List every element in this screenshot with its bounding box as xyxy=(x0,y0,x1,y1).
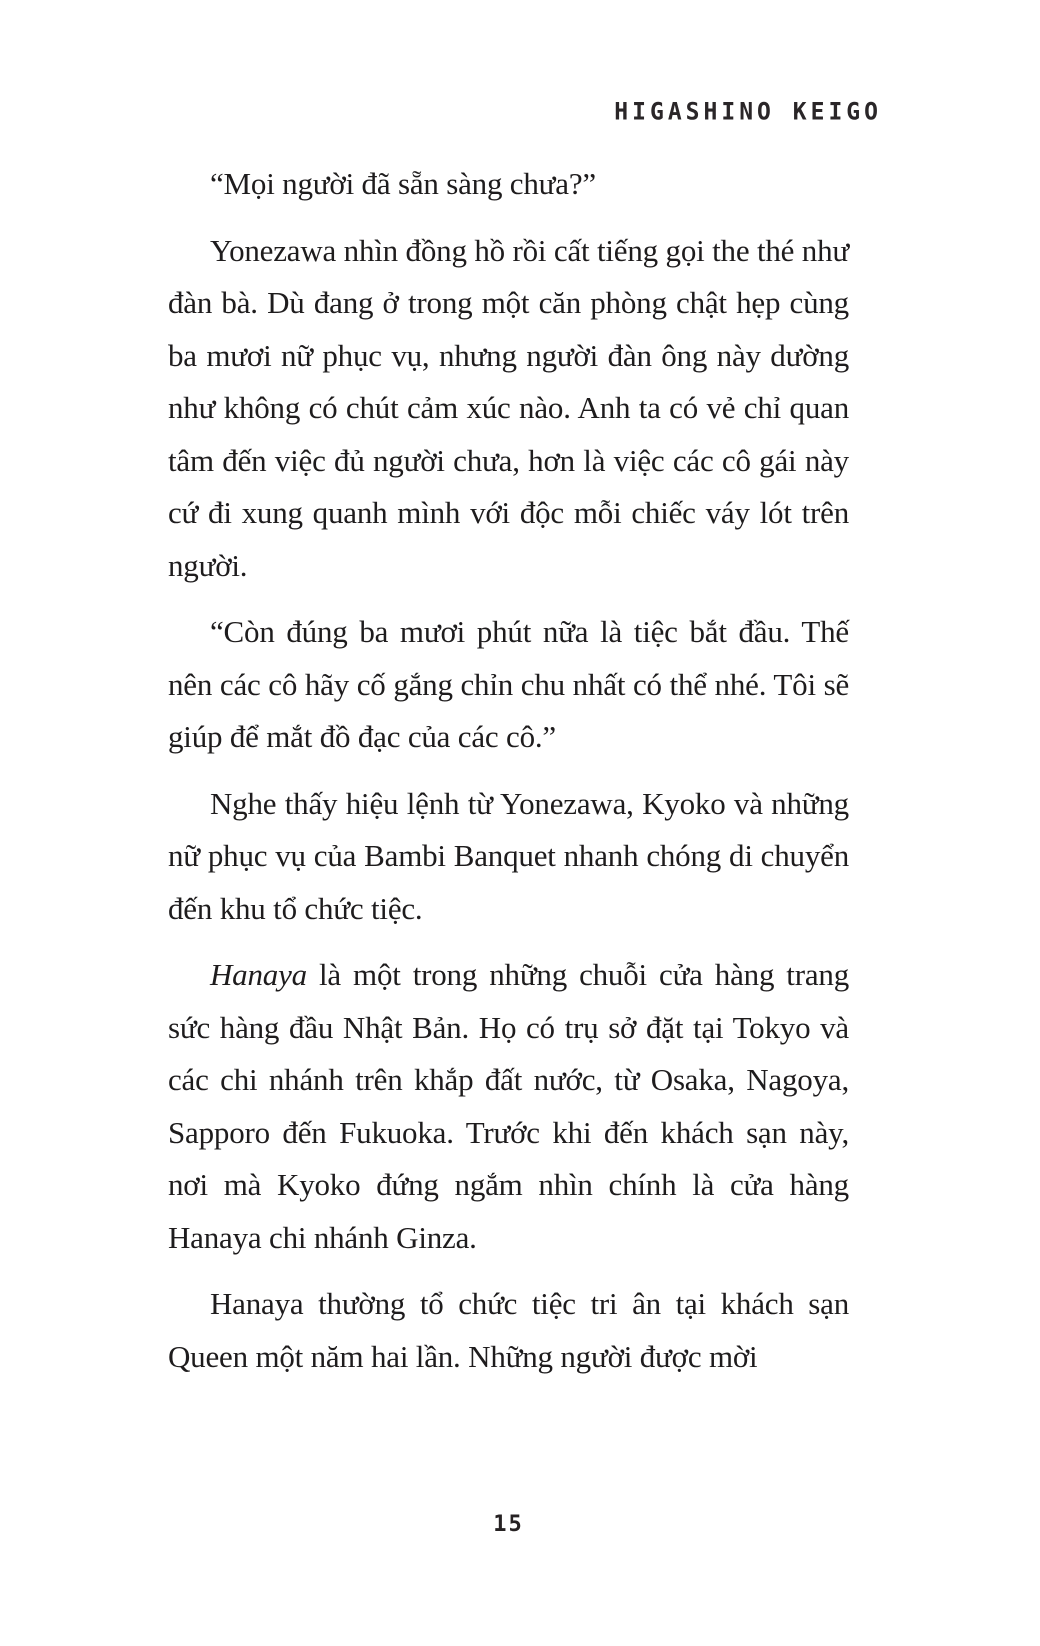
paragraph-6: Hanaya thường tổ chức tiệc tri ân tại khách sạn Queen một năm hai lần. Những người được mời xyxy=(168,1286,849,1374)
italic-lead: Hanaya xyxy=(210,957,307,992)
paragraph-4: Nghe thấy hiệu lệnh từ Yonezawa, Kyoko và những nữ phục vụ của Bambi Banquet nhanh chóng di chuyển đến khu tổ chức tiệc. xyxy=(168,785,849,926)
paragraph-2: Yonezawa nhìn đồng hồ rồi cất tiếng gọi the thé như đàn bà. Dù đang ở trong một căn phòng chật hẹp cùng ba mươi nữ phục vụ, nhưng người đàn ông này dường như không có chút cảm xúc nào. Anh ta có vẻ chỉ quan tâm đến việc đủ người chưa, hơn là việc các cô gái này cứ đi xung quanh mình với độc mỗi chiếc váy lót trên người. xyxy=(168,232,849,583)
paragraph-1: “Mọi người đã sẵn sàng chưa?” xyxy=(210,166,596,201)
paragraph-3: “Còn đúng ba mươi phút nữa là tiệc bắt đầu. Thế nên các cô hãy cố gắng chỉn chu nhất có thể nhé. Tôi sẽ giúp để mắt đồ đạc của các cô.” xyxy=(168,614,849,754)
running-head-author: HIGASHINO KEIGO xyxy=(614,98,882,126)
paragraph-5: Hanaya là một trong những chuỗi cửa hàng trang sức hàng đầu Nhật Bản. Họ có trụ sở đặt tại Tokyo và các chi nhánh trên khắp đất nước, từ Osaka, Nagoya, Sapporo đến Fukuoka. Trước khi đến khách sạn này, nơi mà Kyoko đứng ngắm nhìn chính là cửa hàng Hanaya chi nhánh Ginza. xyxy=(168,957,849,1255)
page-number: 15 xyxy=(493,1512,524,1537)
body-text-block xyxy=(168,158,849,1383)
